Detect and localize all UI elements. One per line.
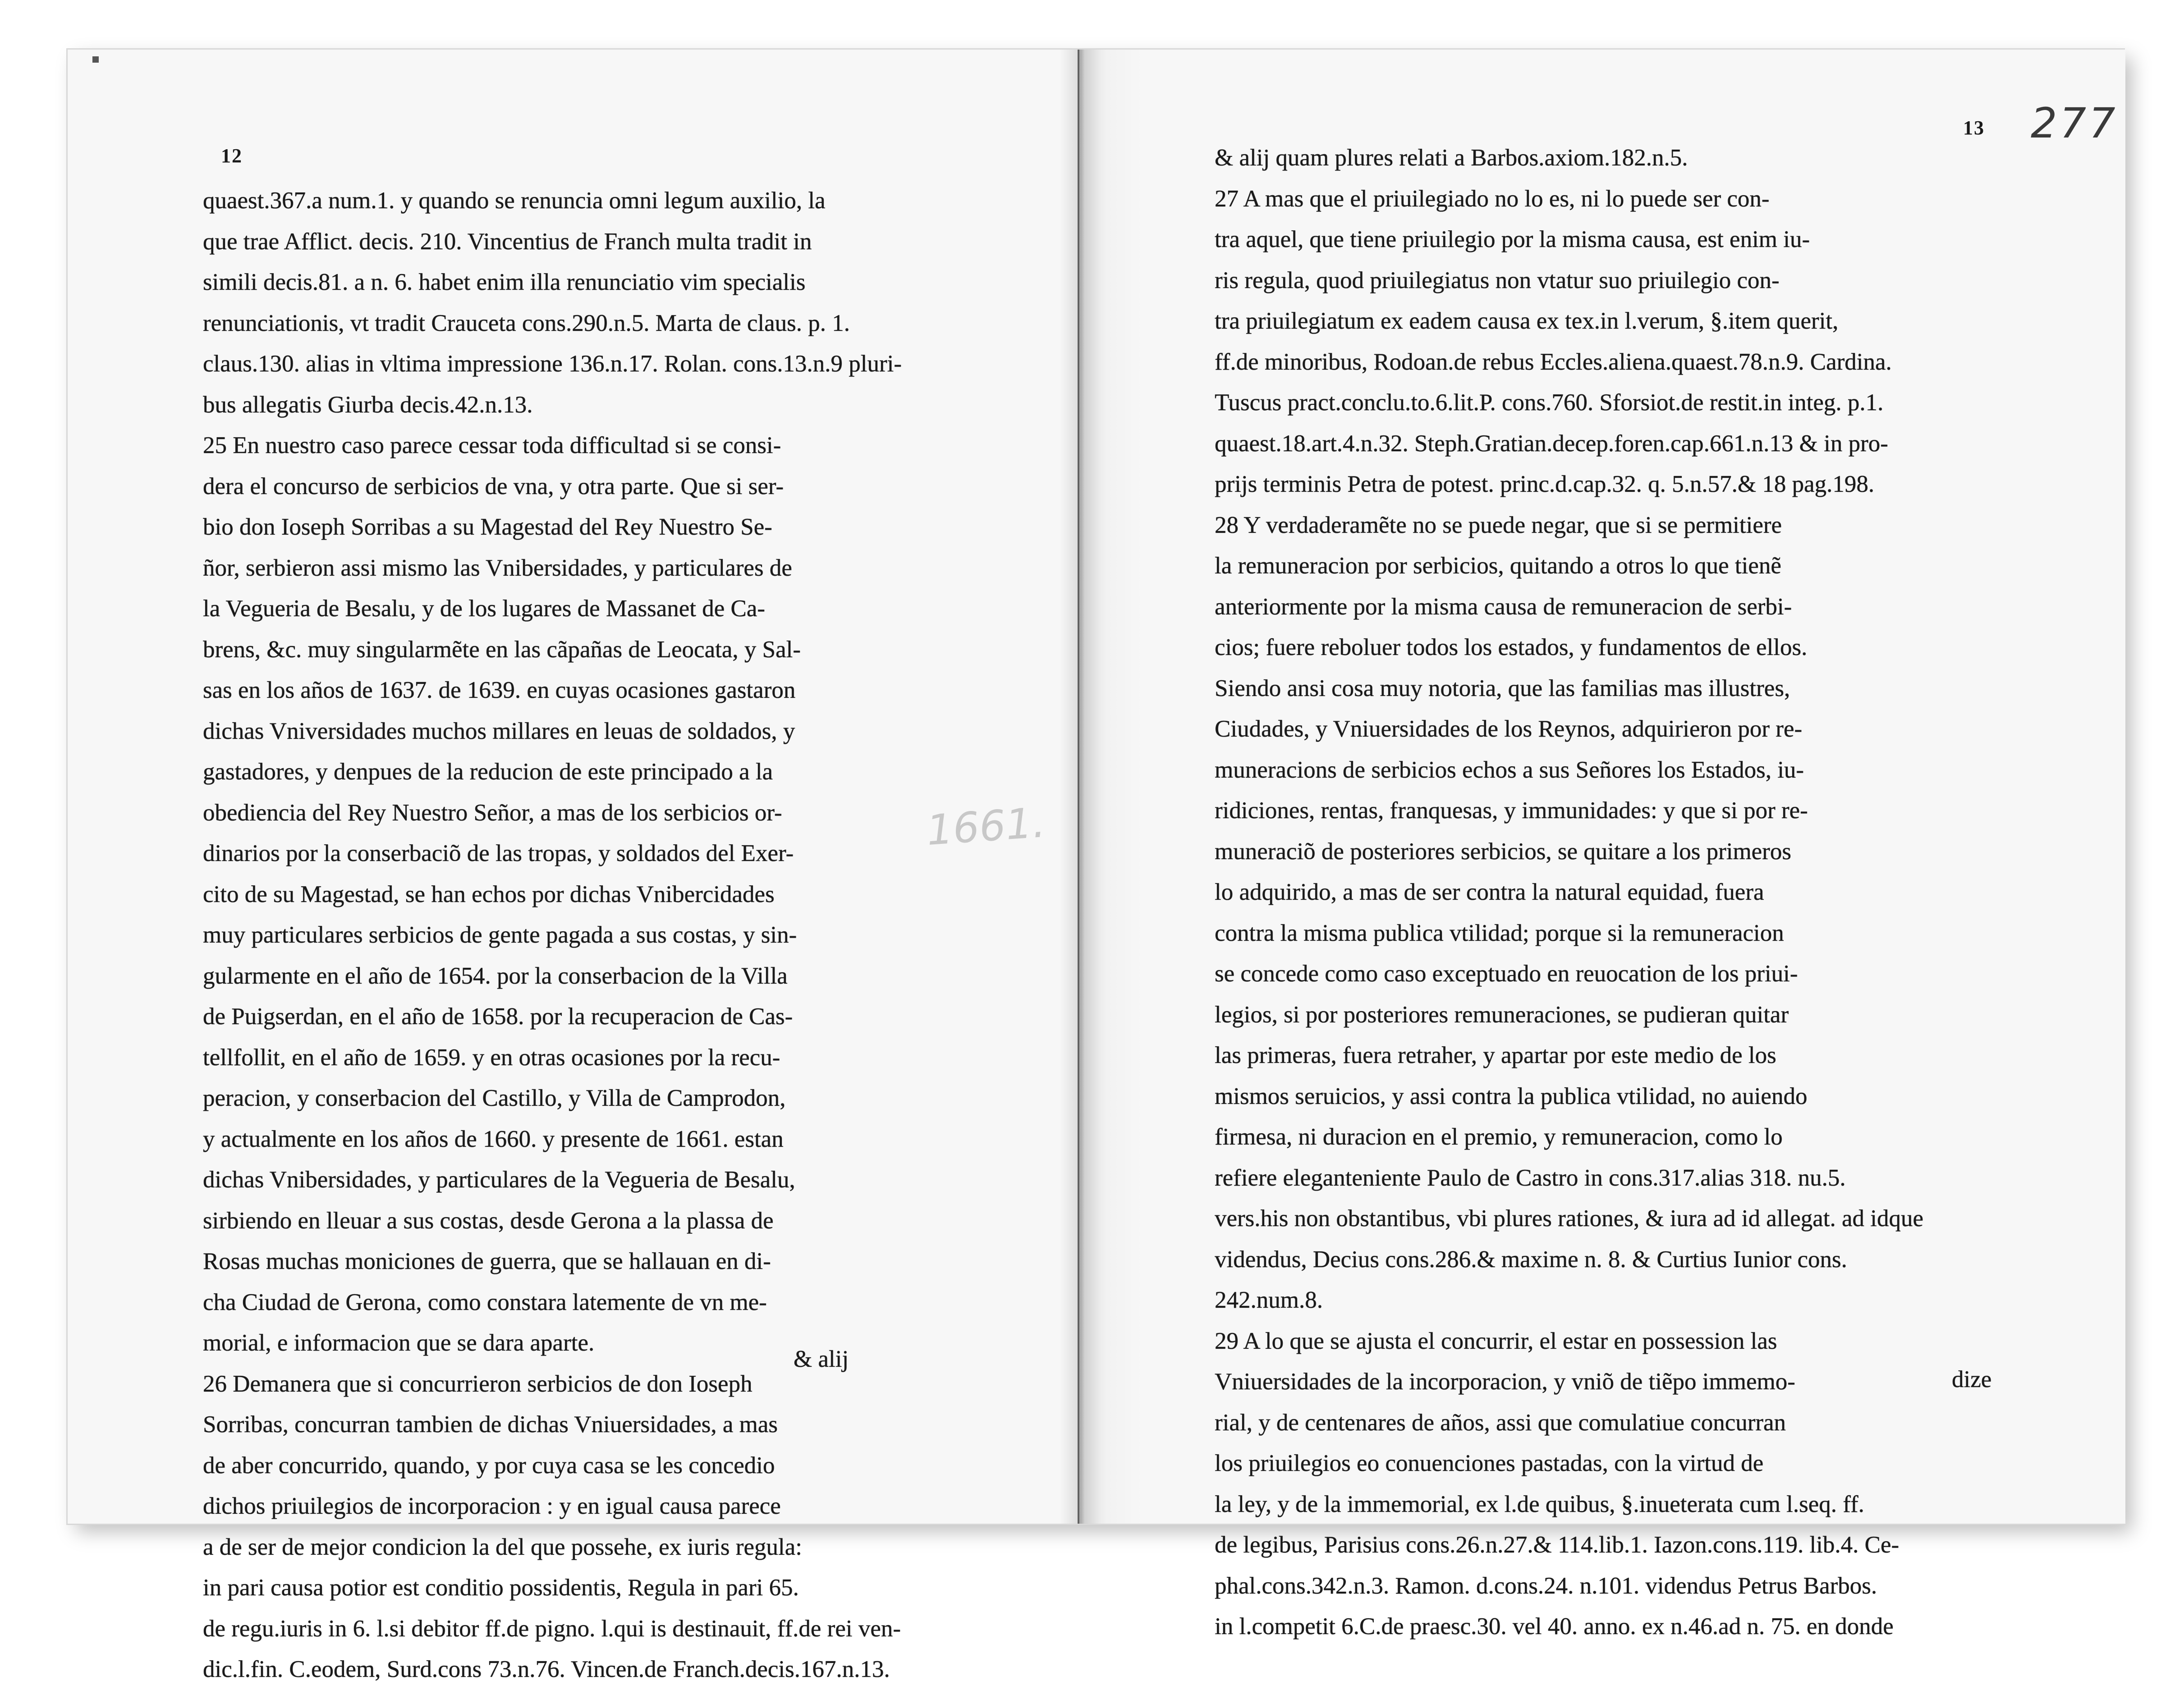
text-line: 26 Demanera que si concurrieron serbicios de don Ioseph [203, 1370, 752, 1397]
text-line: 27 A mas que el priuilegiado no lo es, ni lo puede ser con- [1215, 185, 1770, 212]
text-line: cito de su Magestad, se han echos por dichas Vnibercidades [203, 881, 775, 907]
text-line: bus allegatis Giurba decis.42.n.13. [203, 391, 533, 418]
text-line: dera el concurso de serbicios de vna, y otra parte. Que si ser- [203, 473, 784, 499]
text-line: lo adquirido, a mas de ser contra la natural equidad, fuera [1215, 879, 1764, 905]
document-spread [68, 50, 2124, 1682]
text-line: de regu.iuris in 6. l.si debitor ff.de pigno. l.qui is destinauit, ff.de rei ven- [203, 1615, 901, 1642]
text-line: de legibus, Parisius cons.26.n.27.& 114.lib.1. Iazon.cons.119. lib.4. Ce- [1215, 1532, 1900, 1558]
text-line: mismos seruicios, y assi contra la publica vtilidad, no auiendo [1215, 1083, 1808, 1109]
text-line: a de ser de mejor condicion la del que possehe, ex iuris regula: [203, 1534, 802, 1560]
text-line: 25 En nuestro caso parece cessar toda difficultad si se consi- [203, 432, 781, 458]
text-line: ff.de minoribus, Rodoan.de rebus Eccles.aliena.quaest.78.n.9. Cardina. [1215, 348, 1892, 375]
text-line: la ley, y de la immemorial, ex l.de quibus, §.inueterata cum l.seq. ff. [1215, 1491, 1864, 1517]
text-line: sirbiendo en lleuar a sus costas, desde Gerona a la plassa de [203, 1207, 774, 1234]
text-line: de aber concurrido, quando, y por cuya casa se les concedio [203, 1452, 775, 1479]
text-line: Sorribas, concurran tambien de dichas Vniuersidades, a mas [203, 1411, 778, 1438]
text-line: refiere eleganteniente Paulo de Castro in cons.317.alias 318. nu.5. [1215, 1164, 1846, 1191]
text-line: bio don Ioseph Sorribas a su Magestad del Rey Nuestro Se- [203, 514, 772, 540]
text-line: Siendo ansi cosa muy notoria, que las familias mas illustres, [1215, 675, 1790, 701]
text-line: los priuilegios eo conuenciones pastadas, con la virtud de [1215, 1450, 1764, 1476]
left-page-text [203, 180, 969, 1690]
text-line: dinarios por la conserbaciõ de las tropas, y soldados del Exer- [203, 840, 794, 866]
text-line: 242.num.8. [1215, 1287, 1323, 1313]
text-line: que trae Afflict. decis. 210. Vincentius de Franch multa tradit in [203, 228, 812, 255]
text-line: claus.130. alias in vltima impressione 136.n.17. Rolan. cons.13.n.9 pluri- [203, 351, 902, 377]
text-line: peracion, y conserbacion del Castillo, y Villa de Camprodon, [203, 1085, 786, 1111]
corner-mark [92, 56, 99, 63]
book-gutter [1060, 50, 1100, 1524]
text-line: contra la misma publica vtilidad; porque si la remuneracion [1215, 920, 1784, 946]
text-line: vers.his non obstantibus, vbi plures rationes, & iura ad id allegat. ad idque [1215, 1205, 1924, 1232]
text-line: la Vegueria de Besalu, y de los lugares de Massanet de Ca- [203, 595, 766, 622]
right-page-text [1215, 137, 2040, 1647]
right-page [1078, 50, 2125, 1640]
text-line: y actualmente en los años de 1660. y presente de 1661. estan [203, 1126, 784, 1152]
text-line: gastadores, y denpues de la reducion de este principado a la [203, 759, 773, 785]
text-line: dichos priuilegios de incorporacion : y en igual causa parece [203, 1493, 781, 1519]
text-line: Tuscus pract.conclu.to.6.lit.P. cons.760. Sforsiot.de restit.in integ. p.1. [1215, 389, 1884, 416]
text-line: videndus, Decius cons.286.& maxime n. 8. & Curtius Iunior cons. [1215, 1246, 1847, 1273]
text-line: dic.l.fin. C.eodem, Surd.cons 73.n.76. Vincen.de Franch.decis.167.n.13. [203, 1656, 890, 1682]
text-line: quaest.18.art.4.n.32. Steph.Gratian.decep.foren.cap.661.n.13 & in pro- [1215, 430, 1888, 457]
text-line: 28 Y verdaderamẽte no se puede negar, que si se permitiere [1215, 512, 1782, 538]
text-line: prijs terminis Petra de potest. princ.d.cap.32. q. 5.n.57.& 18 pag.198. [1215, 471, 1875, 497]
text-line: sas en los años de 1637. de 1639. en cuyas ocasiones gastaron [203, 677, 796, 703]
folio-number: 277 [2031, 99, 2118, 147]
text-line: tellfollit, en el año de 1659. y en otras ocasiones por la recu- [203, 1044, 780, 1071]
text-line: 29 A lo que se ajusta el concurrir, el estar en possession las [1215, 1328, 1777, 1354]
text-line: cha Ciudad de Gerona, como constara latemente de vn me- [203, 1289, 767, 1315]
left-page [68, 50, 1078, 1682]
text-line: & alij quam plures relati a Barbos.axiom.182.n.5. [1215, 145, 1688, 171]
text-line: muneraciõ de posteriores serbicios, se quitare a los primeros [1215, 838, 1791, 865]
text-line: simili decis.81. a n. 6. habet enim illa renunciatio vim specialis [203, 269, 806, 295]
text-line: renunciationis, vt tradit Crauceta cons.290.n.5. Marta de claus. p. 1. [203, 310, 850, 336]
right-page-number: 13 [1963, 117, 1985, 139]
text-line: se concede como caso exceptuado en reuocation de los priui- [1215, 961, 1798, 987]
text-line: morial, e informacion que se dara aparte. [203, 1330, 595, 1356]
text-line: gularmente en el año de 1654. por la conserbacion de la Villa [203, 962, 788, 989]
left-page-number: 12 [221, 145, 243, 167]
text-line: de Puigserdan, en el año de 1658. por la recuperacion de Cas- [203, 1003, 793, 1030]
right-catchword: dize [1952, 1366, 1992, 1392]
text-line: phal.cons.342.n.3. Ramon. d.cons.24. n.101. videndus Petrus Barbos. [1215, 1572, 1877, 1599]
text-line: muy particulares serbicios de gente pagada a sus costas, y sin- [203, 922, 797, 948]
text-line: ridiciones, rentas, franquesas, y immunidades: y que si por re- [1215, 797, 1808, 824]
text-line: firmesa, ni duracion en el premio, y remuneracion, como lo [1215, 1124, 1783, 1150]
text-line: la remuneracion por serbicios, quitando a otros lo que tienẽ [1215, 553, 1781, 579]
text-line: tra aquel, que tiene priuilegio por la misma causa, est enim iu- [1215, 226, 1810, 252]
text-line: brens, &c. muy singularmẽte en las cãpañas de Leocata, y Sal- [203, 636, 801, 663]
text-line: Vniuersidades de la incorporacion, y vniõ de tiẽpo immemo- [1215, 1369, 1795, 1395]
text-line: las primeras, fuera retraher, y apartar por este medio de los [1215, 1042, 1776, 1068]
text-line: in l.competit 6.C.de praesc.30. vel 40. anno. ex n.46.ad n. 75. en donde [1215, 1613, 1894, 1640]
text-line: dichas Vnibersidades, y particulares de la Vegueria de Besalu, [203, 1167, 795, 1193]
text-line: ris regula, quod priuilegiatus non vtatur suo priuilegio con- [1215, 267, 1780, 293]
text-line: rial, y de centenares de años, assi que comulatiue concurran [1215, 1409, 1786, 1436]
marginal-note: 1661. [925, 798, 1047, 855]
text-line: Ciudades, y Vniuersidades de los Reynos, adquirieron por re- [1215, 716, 1803, 742]
text-line: cios; fuere reboluer todos los estados, y fundamentos de ellos. [1215, 634, 1808, 660]
text-line: obediencia del Rey Nuestro Señor, a mas de los serbicios or- [203, 799, 782, 826]
text-line: Rosas muchas moniciones de guerra, que se hallauan en di- [203, 1248, 771, 1274]
text-line: tra priuilegiatum ex eadem causa ex tex.in l.verum, §.item querit, [1215, 308, 1839, 334]
text-line: anteriormente por la misma causa de remuneracion de serbi- [1215, 593, 1792, 620]
text-line: ñor, serbieron assi mismo las Vnibersidades, y particulares de [203, 554, 792, 581]
text-line: legios, si por posteriores remuneraciones, se pudieran quitar [1215, 1001, 1789, 1028]
text-line: muneracions de serbicios echos a sus Señores los Estados, iu- [1215, 756, 1804, 783]
text-line: quaest.367.a num.1. y quando se renuncia omni legum auxilio, la [203, 188, 826, 214]
text-line: in pari causa potior est conditio possidentis, Regula in pari 65. [203, 1575, 799, 1601]
text-line: dichas Vniversidades muchos millares en leuas de soldados, y [203, 718, 795, 744]
left-catchword: & alij [794, 1346, 849, 1372]
